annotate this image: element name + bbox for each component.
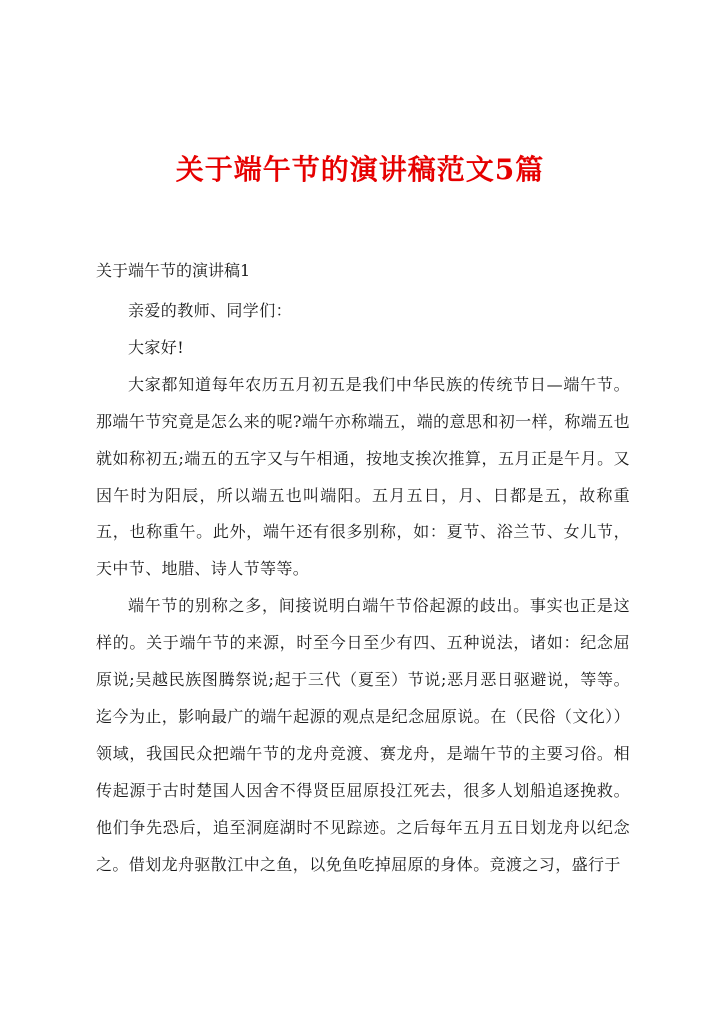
- document-title: 关于端午节的演讲稿范文5篇: [175, 153, 545, 186]
- body-paragraph: 端午节的别称之多，间接说明白端午节俗起源的歧出。事实也正是这样的。关于端午节的来源，时至今日至少有四、五种说法，诸如：纪念屈原说;吴越民族图腾祭说;起于三代（夏至）节说;恶月恶日驱避说，等等。迄今为止，影响最广的端午起源的观点是纪念屈原说。在（民俗（文化））领域，我国民众把端午节的龙舟竞渡、赛龙舟，是端午节的主要习俗。相传起源于古时楚国人因舍不得贤臣屈原投江死去，很多人划船追逐挽救。他们争先恐后，追至洞庭湖时不见踪迹。之后每年五月五日划龙舟以纪念之。借划龙舟驱散江中之鱼，以免鱼吃掉屈原的身体。竞渡之习，盛行于: [96, 596, 630, 874]
- salutation-paragraph: 亲爱的教师、同学们：: [128, 301, 293, 320]
- body-paragraph: 大家都知道每年农历五月初五是我们中华民族的传统节日—端午节。那端午节究竟是怎么来的呢?端午亦称端五，端的意思和初一样，称端五也就如称初五;端五的五字又与午相通，按地支挨次推算，五月正是午月。又因午时为阳辰，所以端五也叫端阳。五月五日，月、日都是五，故称重五，也称重午。此外，端午还有很多别称，如：夏节、浴兰节、女儿节，天中节、地腊、诗人节等等。: [96, 374, 630, 579]
- section-title: 关于端午节的演讲稿1: [96, 261, 251, 280]
- greeting-paragraph: 大家好!: [128, 337, 185, 357]
- document-body: [96, 293, 630, 884]
